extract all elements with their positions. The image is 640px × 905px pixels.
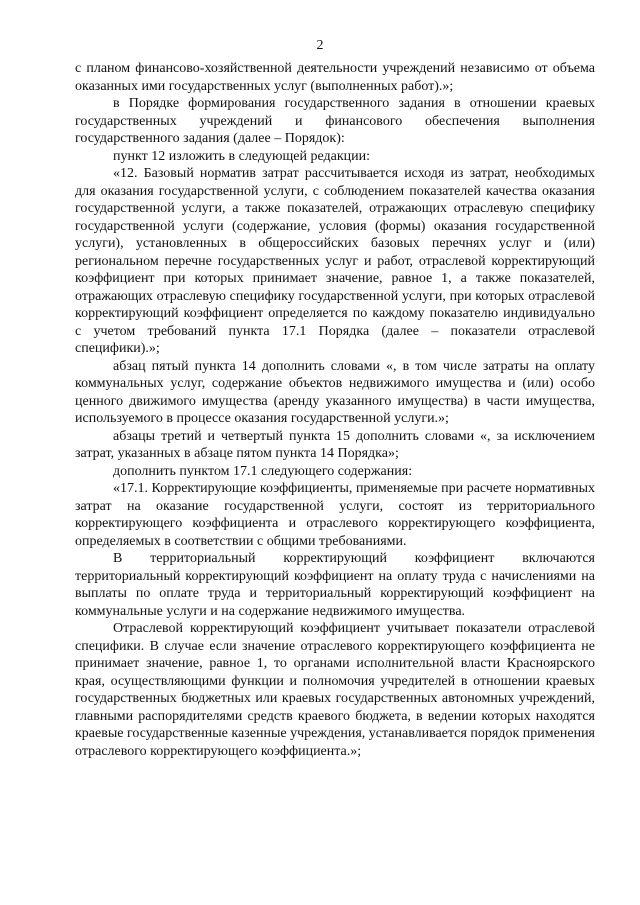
- paragraph-5: абзац пятый пункта 14 дополнить словами «, в том числе затраты на оплату коммунальных услуг, содержание объектов недвижимого имущества и (или) особо ценного движимого имущества (аренду указанного имущества) в части имущества, используемого в процессе оказания государственной услуги.»;: [75, 358, 595, 426]
- paragraph-7: дополнить пунктом 17.1 следующего содержания:: [113, 463, 413, 479]
- paragraph-3: пункт 12 изложить в следующей редакции:: [113, 148, 370, 164]
- paragraph-4: «12. Базовый норматив затрат рассчитывается исходя из затрат, необходимых для оказания государственной услуги, с соблюдением показателей качества оказания государственной услуги, а также показателей, отражающих отраслевую специфику государственной услуги (содержание, условия (формы) оказания государственной услуги), установленных в общероссийских базовых перечнях услуг и (или) региональном перечне государственных услуг и работ, отраслевой корректирующий коэффициент при которых принимает значение, равное 1, а также показателей, отражающих отраслевую специфику государственной услуги, при которых отраслевой корректирующий коэффициент определяется по каждому показателю индивидуально с учетом требований пункта 17.1 Порядка (далее – показатели отраслевой специфики).»;: [75, 166, 595, 356]
- paragraph-2: в Порядке формирования государственного задания в отношении краевых государственных учреждений и финансового обеспечения выполнения государственного задания (далее – Порядок):: [75, 96, 595, 146]
- page-number: 2: [316, 38, 324, 53]
- paragraph-8: «17.1. Корректирующие коэффициенты, применяемые при расчете нормативных затрат на оказание государственной услуги, состоят из территориального корректирующего коэффициента и отраслевого корректирующего коэффициента, определяемых в соответствии с общими требованиями.: [75, 481, 595, 549]
- paragraph-6: абзацы третий и четвертый пункта 15 дополнить словами «, за исключением затрат, указанных в абзаце пятом пункта 14 Порядка»;: [75, 428, 595, 461]
- document-body: [75, 60, 595, 760]
- paragraph-1: с планом финансово-хозяйственной деятельности учреждений независимо от объема оказанных ими государственных услуг (выполненных работ).»;: [75, 61, 595, 94]
- paragraph-9: В территориальный корректирующий коэффициент включаются территориальный корректирующий коэффициент на оплату труда с начислениями на выплаты по оплате труда и территориальный корректирующий коэффициент на коммунальные услуги и на содержание недвижимого имущества.: [75, 551, 595, 619]
- paragraph-10: Отраслевой корректирующий коэффициент учитывает показатели отраслевой специфики. В случае если значение отраслевого корректирующего коэффициента не принимает значение, равное 1, то органами исполнительной власти Красноярского края, осуществляющими функции и полномочия учредителей в отношении краевых государственных бюджетных или краевых государственных автономных учреждений, главными распорядителями средств краевого бюджета, в ведении которых находятся краевые государственные казенные учреждения, устанавливается порядок применения отраслевого корректирующего коэффициента.»;: [75, 621, 595, 759]
